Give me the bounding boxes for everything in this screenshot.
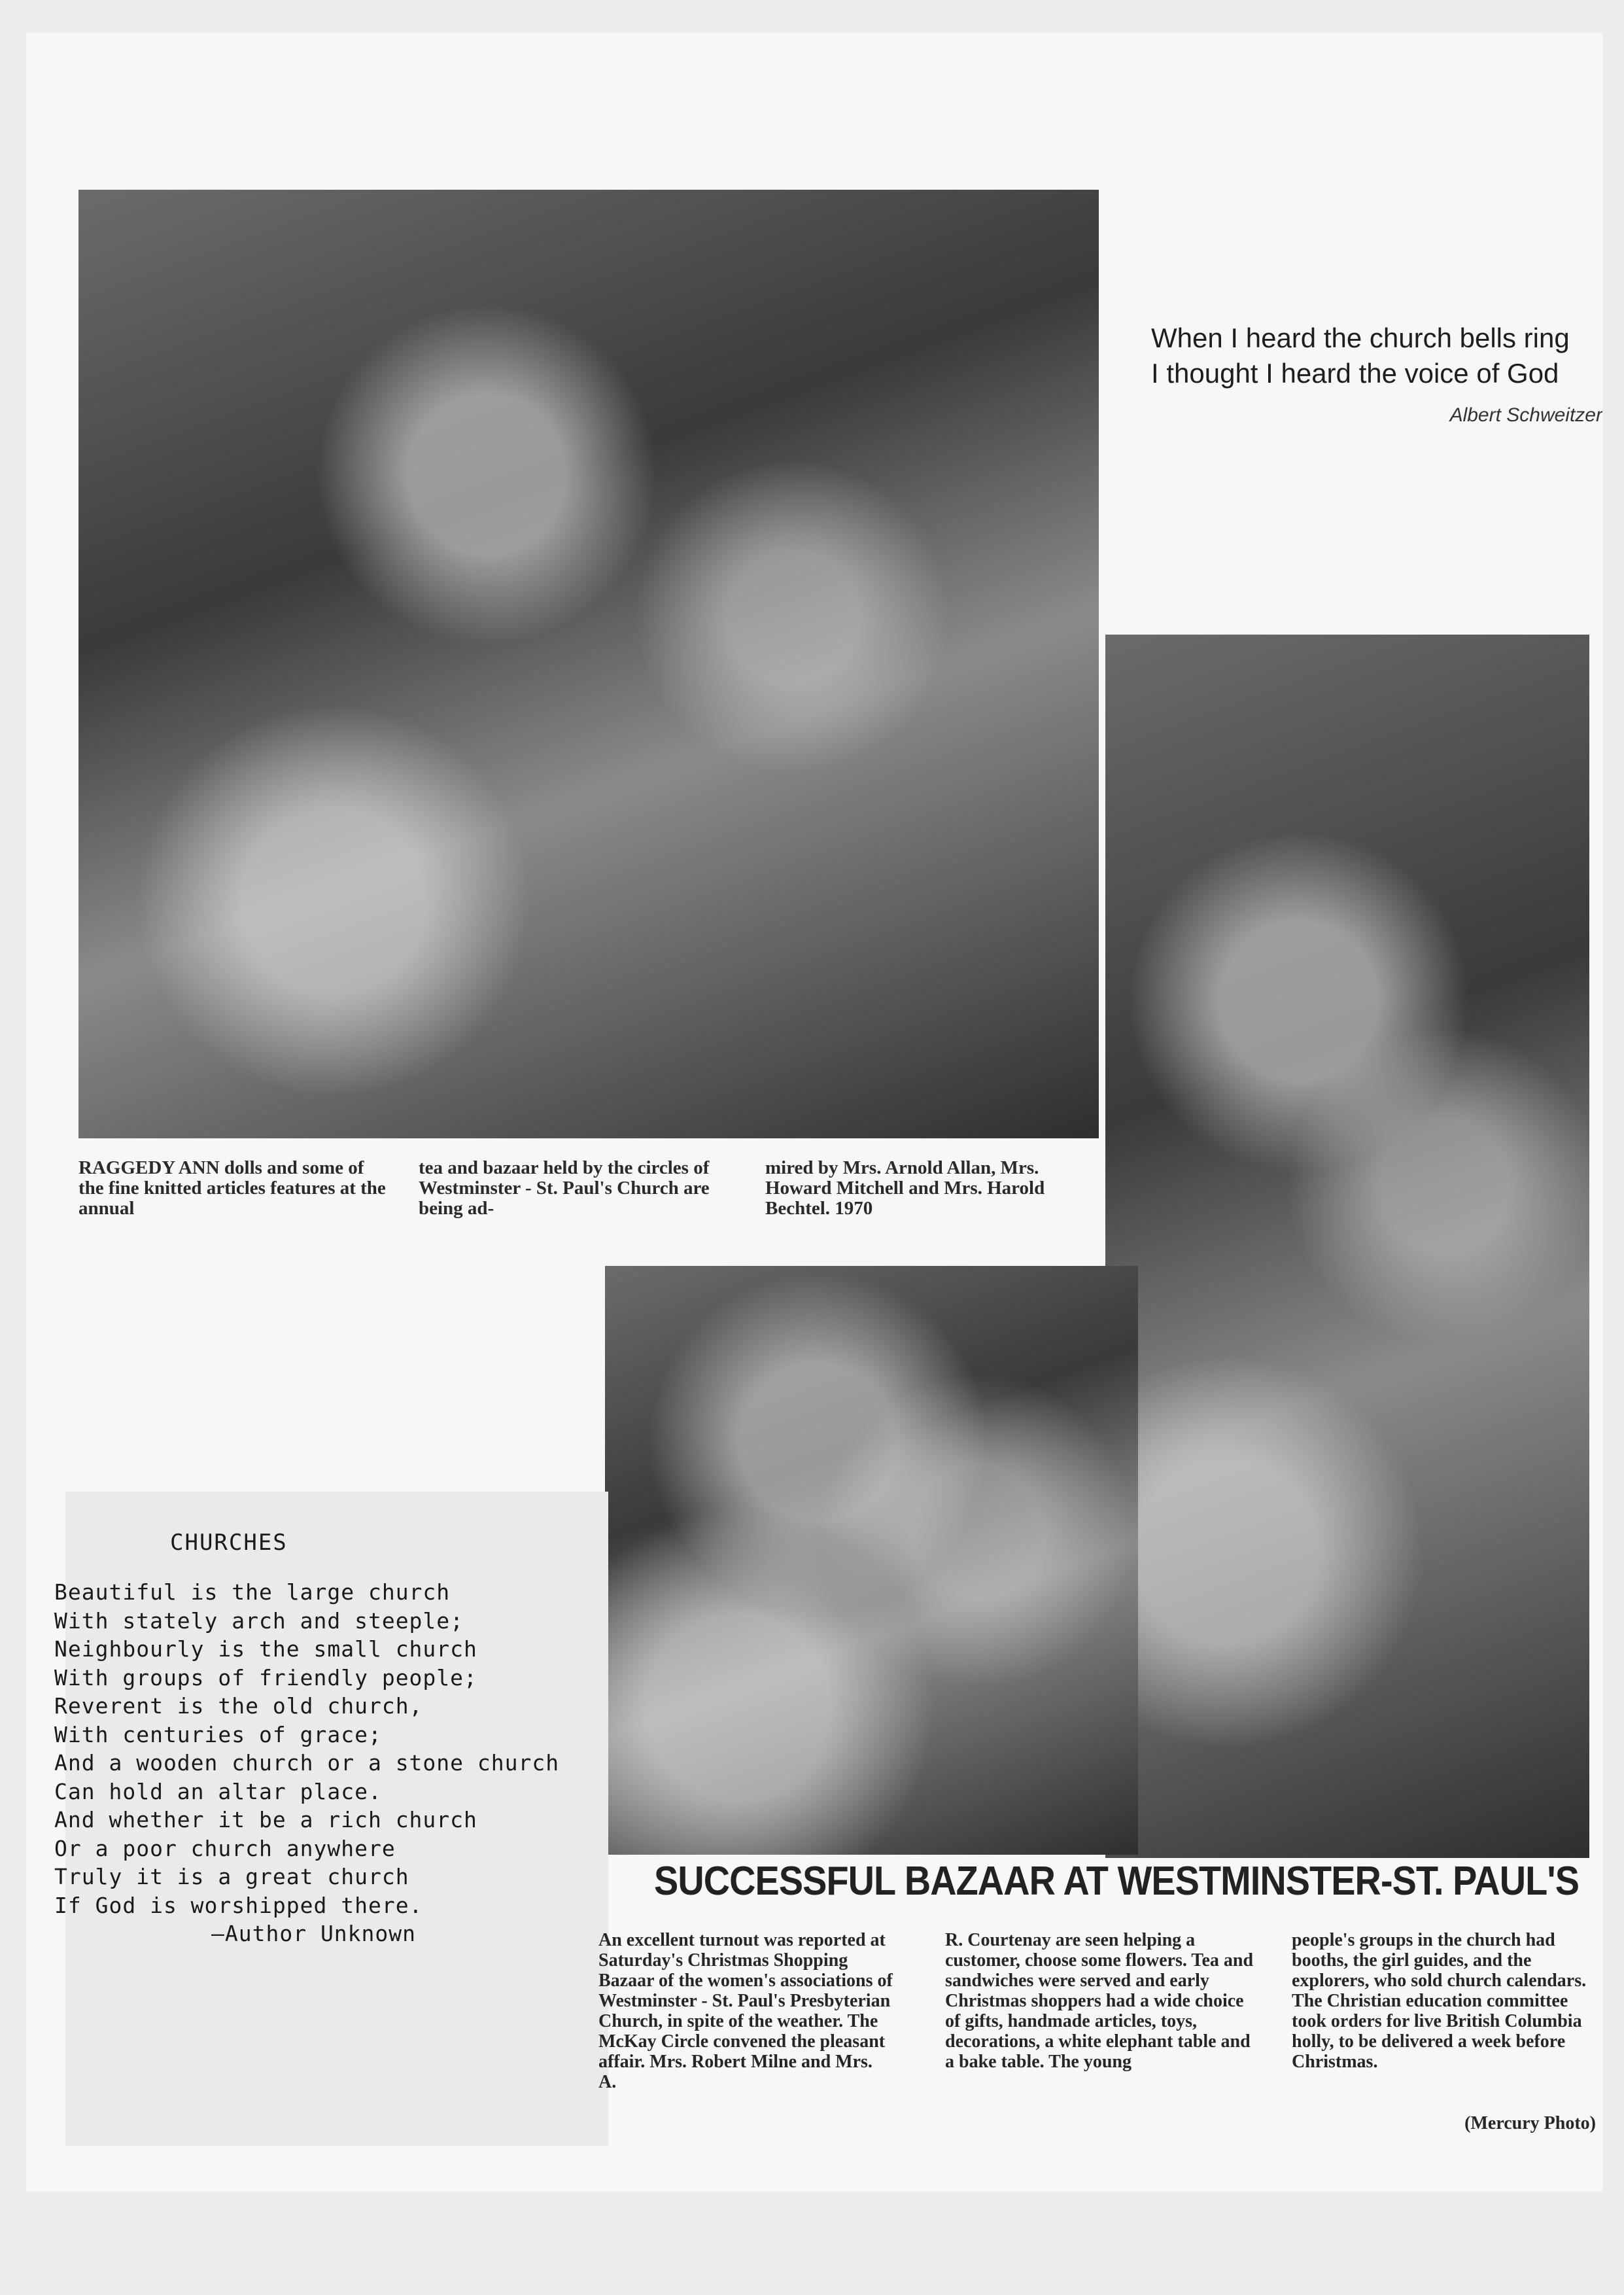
photo-caption-col-2: tea and bazaar held by the circles of Westminster - St. Paul's Church are being ad- <box>419 1157 710 1219</box>
quote-line-1: When I heard the church bells ring <box>1151 323 1570 353</box>
poem-line: If God is worshipped there. <box>54 1892 423 1918</box>
quote-author: Albert Schweitzer <box>1449 404 1602 426</box>
poem-line: And a wooden church or a stone church <box>54 1750 560 1776</box>
poem-text <box>54 1578 643 1948</box>
article-column-3: people's groups in the church had booths, the girl guides, and the explorers, who sold church calendars. The Christian education committee took orders for live British Columbia holly, to be delivered a week before Christmas. <box>1292 1930 1587 2072</box>
poem-line: Reverent is the old church, <box>54 1693 423 1719</box>
photo-credit: (Mercury Photo) <box>1464 2113 1596 2133</box>
photo-raggedy-ann-dolls <box>78 190 1099 1138</box>
poem-line: Neighbourly is the small church <box>54 1636 477 1662</box>
poem-line: With groups of friendly people; <box>54 1664 477 1691</box>
poem-line: Truly it is a great church <box>54 1864 409 1889</box>
photo-caption-col-1: RAGGEDY ANN dolls and some of the fine knitted articles features at the annual <box>78 1157 386 1219</box>
poem-line: Or a poor church anywhere <box>54 1835 396 1861</box>
quote-line-2: I thought I heard the voice of God <box>1151 358 1559 389</box>
schweitzer-quote <box>1151 321 1602 427</box>
poem-line: And whether it be a rich church <box>54 1807 477 1832</box>
article-column-2: R. Courtenay are seen helping a customer, choose some flowers. Tea and sandwiches were served and early Christmas shoppers had a wide choice of gifts, handmade articles, toys, decorations, a white elephant table and a bake table. The young <box>945 1930 1254 2072</box>
photo-bazaar-table <box>605 1266 1138 1855</box>
photo-caption-col-3: mired by Mrs. Arnold Allan, Mrs. Howard Mitchell and Mrs. Harold Bechtel. 1970 <box>765 1157 1045 1219</box>
poem-title: CHURCHES <box>170 1530 288 1556</box>
poem-author: —Author Unknown <box>211 1921 417 1946</box>
photo-two-women <box>1105 635 1589 1858</box>
article-column-1: An excellent turnout was reported at Saturday's Christmas Shopping Bazaar of the women's associations of Westminster - St. Paul's Presbyterian Church, in spite of the weather. The McKay Circle convened the pleasant affair. Mrs. Robert Milne and Mrs. A. <box>598 1930 893 2092</box>
poem-line: With stately arch and steeple; <box>54 1607 464 1634</box>
poem-line: Beautiful is the large church <box>54 1579 451 1605</box>
poem-line: With centuries of grace; <box>54 1721 382 1747</box>
article-headline: SUCCESSFUL BAZAAR AT WESTMINSTER-ST. PAUL'S <box>654 1859 1580 1904</box>
poem-line: Can hold an altar place. <box>54 1778 382 1804</box>
